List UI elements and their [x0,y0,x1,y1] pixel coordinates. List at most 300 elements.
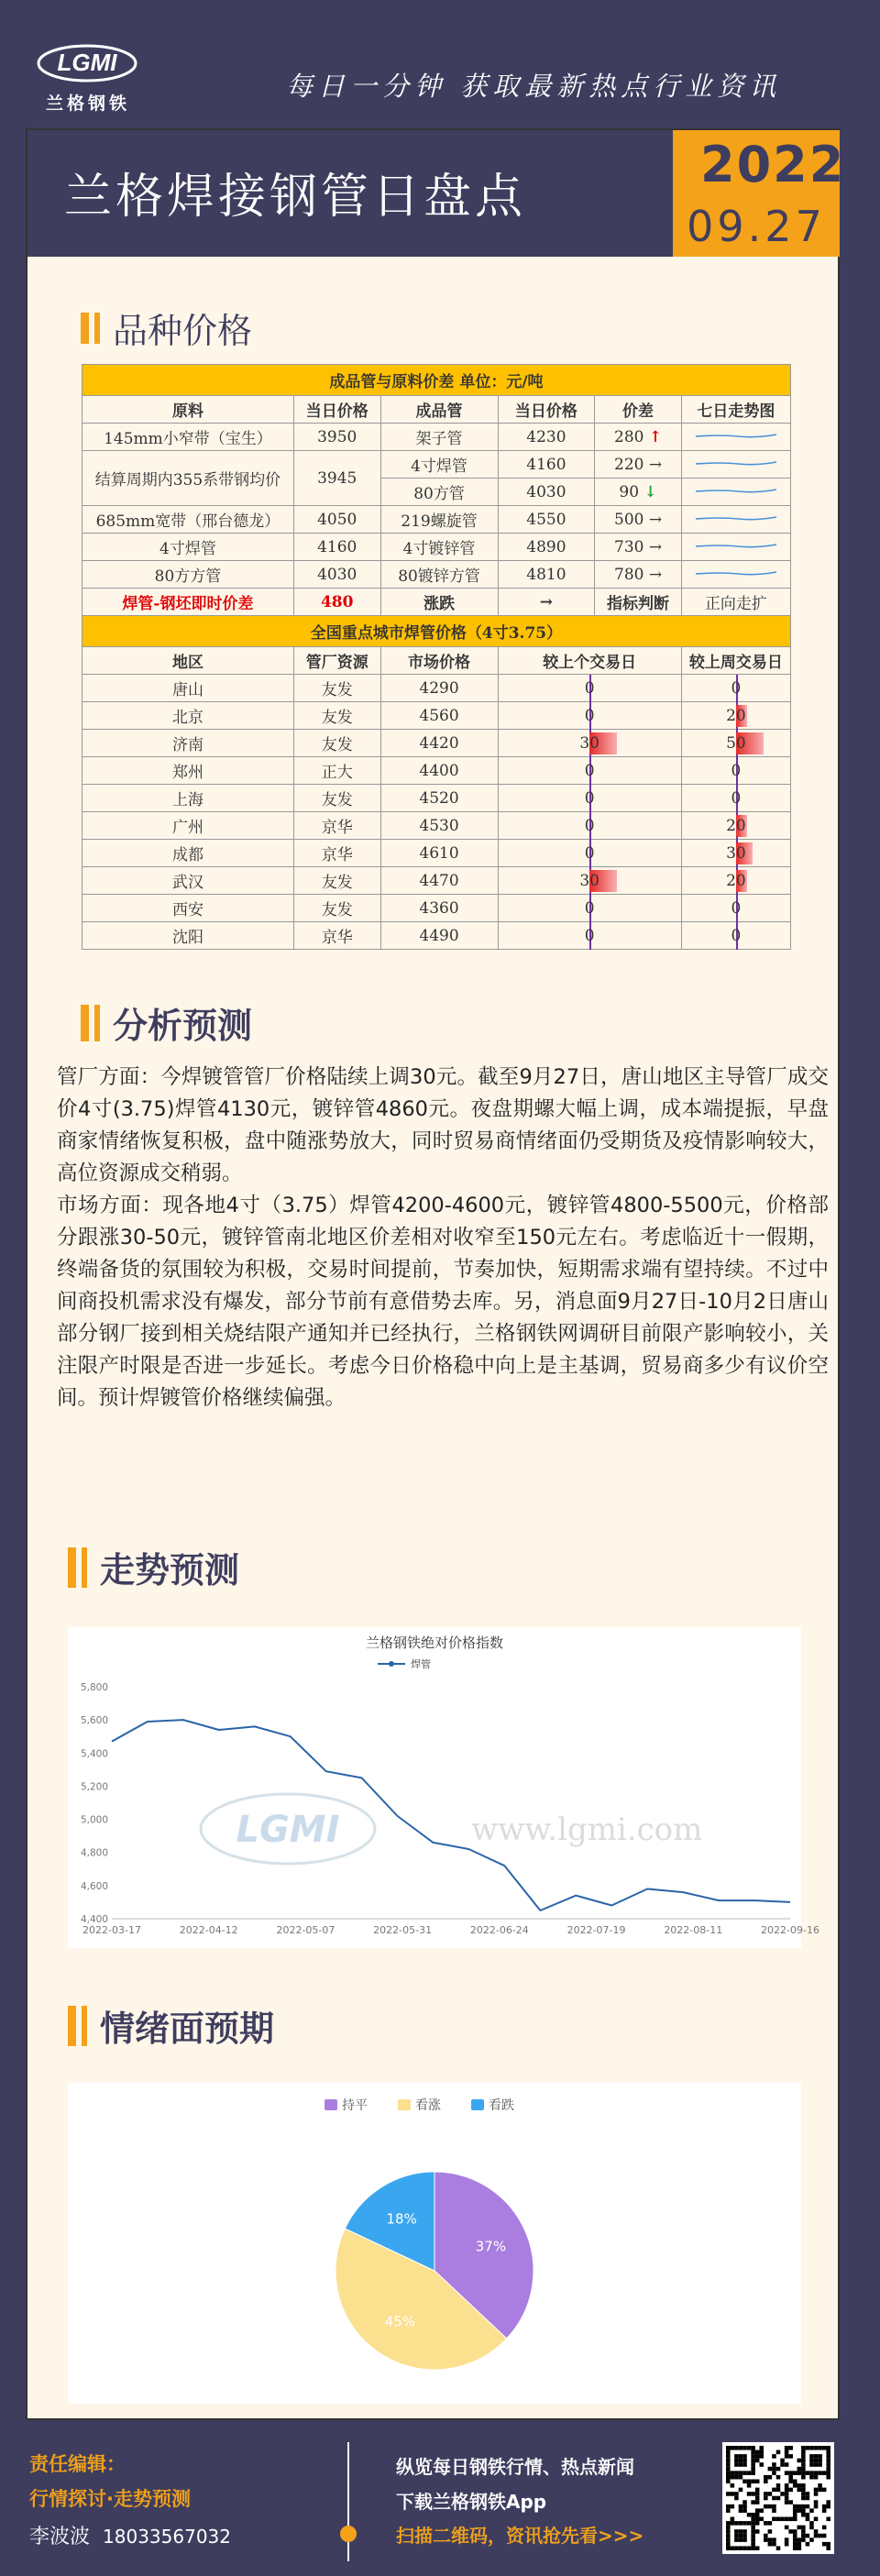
qr-module [742,2462,747,2467]
qr-module [739,2504,743,2509]
sparkline-icon [692,457,780,469]
qr-module [826,2450,830,2455]
qr-module [742,2500,747,2504]
product-price: 4890 [498,534,595,561]
section-analysis-heading [81,997,252,1048]
qr-module [726,2462,731,2467]
qr-module [759,2517,764,2522]
qr-module [826,2504,830,2509]
price-row [82,424,791,451]
qr-module [822,2471,827,2475]
qr-module [731,2504,735,2509]
qr-module [768,2492,773,2496]
qr-module [776,2517,781,2522]
editor-label: 责任编辑： [29,2453,126,2475]
qr-code-icon[interactable] [722,2442,834,2554]
day-change [498,785,681,812]
qr-module [818,2462,822,2467]
legend-label: 看跌 [489,2098,514,2113]
qr-module [726,2546,731,2550]
week-change-value: 0 [731,926,742,945]
product-price: 4160 [498,451,595,479]
trend-arrow-icon: → [648,510,663,529]
sparkline [681,561,790,589]
qr-module [747,2513,752,2517]
price-table [82,364,791,950]
y-tick-label: 5,200 [80,1781,108,1793]
qr-module [826,2454,830,2459]
qr-module [755,2454,760,2459]
qr-module [801,2467,806,2471]
qr-module [768,2467,773,2471]
price-row [82,561,791,589]
qr-module [806,2517,810,2522]
qr-module [798,2526,802,2530]
x-tick-label: 2022-07-19 [566,1924,626,1936]
qr-module [814,2534,819,2538]
qr-module [734,2475,739,2480]
week-change-value: 20 [726,706,746,725]
city-row [82,812,791,840]
section-title: 情绪面预期 [100,2008,275,2049]
raw-price: 4160 [293,534,380,561]
sparkline [681,479,790,506]
qr-module [822,2488,827,2493]
qr-module [822,2508,827,2513]
th: 地区 [82,647,294,675]
sparkline [681,534,790,561]
qr-module [747,2483,752,2488]
qr-module [785,2537,789,2542]
product-price: 4030 [498,479,595,506]
qr-module [726,2504,731,2509]
section-bars-icon [68,2006,87,2046]
qr-module [726,2467,731,2471]
day-change-value: 0 [584,761,595,780]
qr-module [814,2517,819,2522]
qr-module [806,2504,810,2509]
qr-module [755,2517,760,2522]
raw-material: 4寸焊管 [82,534,294,561]
qr-module [764,2537,768,2542]
qr-module [764,2534,768,2538]
title-bar [28,130,669,257]
qr-module [806,2446,810,2450]
judge-label: 指标判断 [595,589,682,616]
qr-module [755,2459,760,2463]
qr-module [798,2537,802,2542]
qr-module [768,2542,773,2547]
qr-module [772,2508,776,2513]
svg-text:LGMI: LGMI [57,49,117,76]
qr-module [742,2508,747,2513]
qr-module [731,2546,735,2550]
section-bars-icon [81,1005,100,1041]
qr-module [742,2471,747,2475]
x-tick-label: 2022-04-12 [179,1924,238,1936]
market-price: 4530 [380,812,498,840]
legend-label: 焊管 [411,1658,431,1670]
qr-module [801,2513,806,2517]
qr-module [751,2459,755,2463]
qr-module [751,2513,755,2517]
spread [595,479,682,506]
spread [595,561,682,589]
day-change-value: 0 [584,678,595,698]
editor-name: 李波波 [29,2526,91,2548]
qr-module [726,2529,731,2534]
qr-module [801,2450,806,2455]
qr-module [751,2526,755,2530]
th: 管厂资源 [293,647,380,675]
day-change [498,730,681,757]
raw-price: 3950 [293,424,380,451]
qr-module [726,2537,731,2542]
qr-module [793,2471,798,2475]
x-tick-label: 2022-05-07 [276,1924,336,1936]
day-change-value: 0 [584,898,595,918]
qr-module [776,2496,781,2501]
week-change [681,812,790,840]
qr-module [818,2483,822,2488]
week-change-value: 30 [726,843,746,863]
qr-module [780,2462,785,2467]
qr-module [788,2488,793,2493]
th: 较上周交易日 [681,647,790,675]
qr-module [809,2462,814,2467]
th: 当日价格 [293,396,380,424]
qr-module [793,2537,798,2542]
qr-module [822,2446,827,2450]
x-tick-label: 2022-06-24 [469,1924,529,1936]
qr-module [806,2513,810,2517]
qr-module [759,2450,764,2455]
qr-module [785,2492,789,2496]
product: 80方管 [380,479,498,506]
lgmi-logo [37,44,138,83]
market-price: 4610 [380,840,498,867]
qr-module [776,2467,781,2471]
qr-module [798,2488,802,2493]
qr-module [751,2454,755,2459]
qr-module [731,2446,735,2450]
qr-module [772,2496,776,2501]
price-row [82,534,791,561]
qr-module [751,2537,755,2542]
qr-module [747,2471,752,2475]
qr-module [764,2521,768,2526]
qr-module [801,2504,806,2509]
qr-module [726,2534,731,2538]
qr-module [826,2471,830,2475]
raw-material: 结算周期内355系带钢均价 [82,451,294,506]
qr-module [785,2500,789,2504]
qr-module [734,2454,739,2459]
qr-module [785,2471,789,2475]
qr-module [806,2534,810,2538]
qr-module [826,2546,830,2550]
qr-module [798,2508,802,2513]
product: 4寸焊管 [380,451,498,479]
report-card [26,128,846,2420]
qr-module [793,2534,798,2538]
qr-module [793,2479,798,2483]
qr-module [755,2513,760,2517]
qr-module [801,2475,806,2480]
qr-module [801,2483,806,2488]
spread [595,506,682,534]
qr-module [776,2488,781,2493]
week-change-value: 0 [731,761,742,780]
qr-module [755,2479,760,2483]
section-sentiment-heading [68,2000,274,2051]
qr-module [726,2542,731,2547]
city-row [82,730,791,757]
qr-module [726,2450,731,2455]
sparkline-icon [692,512,780,524]
week-change-value: 0 [731,788,742,808]
qr-module [818,2488,822,2493]
qr-module [806,2496,810,2501]
city-row [82,757,791,785]
market-price: 4470 [380,867,498,895]
week-change [681,785,790,812]
footer-line-3[interactable]: 扫描二维码，资讯抢先看>>> [396,2525,644,2547]
city: 沈阳 [82,922,294,950]
qr-module [826,2462,830,2467]
city-row [82,702,791,730]
qr-module [764,2492,768,2496]
qr-module [801,2488,806,2493]
qr-module [776,2483,781,2488]
qr-module [826,2475,830,2480]
qr-module [751,2467,755,2471]
trend-arrow-icon: → [648,537,663,556]
spread [595,424,682,451]
trend-arrow-icon: → [648,565,663,584]
legend-marker [389,1661,394,1667]
th: 七日走势图 [681,396,790,424]
qr-module [809,2526,814,2530]
section-title: 走势预测 [100,1549,240,1591]
qr-module [801,2471,806,2475]
qr-module [751,2517,755,2522]
market-price: 4420 [380,730,498,757]
week-change [681,757,790,785]
week-change-value: 0 [731,898,742,918]
qr-module [772,2471,776,2475]
th: 成品管 [380,396,498,424]
qr-module [814,2500,819,2504]
editor-phone: 18033567032 [103,2526,231,2548]
qr-module [801,2459,806,2463]
qr-module [776,2450,781,2455]
day-change [498,867,681,895]
editor-contact [29,2521,231,2549]
qr-module [742,2529,747,2534]
qr-module [826,2517,830,2522]
qr-module [751,2492,755,2496]
day-change [498,922,681,950]
y-tick-label: 4,600 [80,1880,108,1892]
qr-module [734,2459,739,2463]
market-price: 4290 [380,675,498,702]
qr-module [742,2454,747,2459]
legend-label: 看涨 [415,2098,441,2113]
product: 4寸镀锌管 [380,534,498,561]
price-row [82,506,791,534]
qr-module [793,2483,798,2488]
qr-module [755,2450,760,2455]
sparkline-icon [692,539,780,552]
qr-module [785,2488,789,2493]
raw-price: 4030 [293,561,380,589]
section-bars-icon [81,313,100,344]
qr-module [814,2504,819,2509]
qr-module [755,2492,760,2496]
qr-module [806,2542,810,2547]
day-change [498,702,681,730]
qr-module [798,2504,802,2509]
week-change-value: 0 [731,678,742,698]
market-price: 4520 [380,785,498,812]
qr-module [759,2508,764,2513]
line-chart-svg [68,1627,820,1948]
sparkline [681,451,790,479]
qr-module [734,2529,739,2534]
market-price: 4360 [380,895,498,922]
qr-module [826,2500,830,2504]
qr-module [809,2459,814,2463]
qr-module [793,2529,798,2534]
x-tick-label: 2022-03-17 [82,1924,141,1936]
spread-value: 730 [614,537,644,556]
mill: 友发 [293,730,380,757]
th: 市场价格 [380,647,498,675]
watermark-url: www.lgmi.com [471,1811,703,1848]
billet-spread-value: 480 [293,589,380,616]
x-tick-label: 2022-05-31 [373,1924,433,1936]
pie-chart-svg [68,2083,801,2404]
qr-module [755,2488,760,2493]
qr-module [739,2475,743,2480]
qr-module [768,2537,773,2542]
header [0,0,880,128]
qr-module [814,2471,819,2475]
qr-module [751,2450,755,2455]
qr-module [764,2496,768,2501]
qr-module [742,2537,747,2542]
qr-module [809,2454,814,2459]
trend-arrow-icon: → [648,455,663,474]
city-table-caption: 全国重点城市焊管价格（4寸3.75） [82,616,791,647]
price-index-chart [68,1627,820,1948]
qr-module [734,2496,739,2501]
day-change-value: 30 [579,871,600,890]
qr-module [751,2479,755,2483]
qr-module [742,2504,747,2509]
raw-price: 3945 [293,451,380,506]
section-title: 品种价格 [113,311,253,351]
qr-module [742,2459,747,2463]
qr-module [739,2534,743,2538]
qr-module [788,2529,793,2534]
qr-module [731,2521,735,2526]
qr-module [755,2546,760,2550]
slice-label: 18% [386,2210,417,2228]
qr-module [814,2454,819,2459]
city: 郑州 [82,757,294,785]
qr-module [755,2521,760,2526]
spread-value: 220 [614,455,644,474]
mill: 京华 [293,840,380,867]
qr-module [798,2467,802,2471]
spread-value: 280 [614,427,644,446]
qr-module [788,2517,793,2522]
spread [595,451,682,479]
qr-module [793,2513,798,2517]
day-change [498,840,681,867]
qr-module [818,2534,822,2538]
y-tick-label: 5,400 [80,1748,108,1760]
analysis-paragraph-2: 市场方面：现各地4寸（3.75）焊管4200-4600元，镀锌管4800-5500元，价格部分跟涨30-50元，镀锌管南北地区价差相对收窄至150元左右。考虑临近十一假期，终端备货的氛围较为积极，交易时间提前，节奏加快，短期需求端有望持续。不过中间商投机需求没有爆发，部分节前有意借势去库。另，消息面9月27日-10月2日唐山部分钢厂接到相关烧结限产通知并已经执行，兰格钢铁网调研目前限产影响较小，关注限产时限是否进一步延长。考虑今日价格稳中向上是主基调，贸易商多少有议价空间。预计焊镀管价格继续偏强。 [57,1194,829,1410]
qr-module [731,2483,735,2488]
y-tick-label: 4,400 [80,1914,108,1925]
qr-module [759,2446,764,2450]
qr-module [726,2479,731,2483]
day-change-value: 0 [584,706,595,725]
product-price: 4810 [498,561,595,589]
qr-module [814,2529,819,2534]
mill: 友发 [293,702,380,730]
qr-module [822,2542,827,2547]
qr-module [731,2475,735,2480]
qr-module [814,2462,819,2467]
market-price: 4490 [380,922,498,950]
product: 80镀锌方管 [380,561,498,589]
qr-module [726,2454,731,2459]
qr-module [759,2454,764,2459]
qr-module [798,2542,802,2547]
qr-module [776,2546,781,2550]
qr-module [751,2521,755,2526]
qr-module [814,2492,819,2496]
chart-title: 兰格钢铁绝对价格指数 [365,1635,504,1651]
qr-module [755,2529,760,2534]
qr-module [734,2546,739,2550]
qr-module [734,2521,739,2526]
spread [595,534,682,561]
qr-module [785,2462,789,2467]
y-tick-label: 5,000 [80,1814,108,1826]
qr-module [739,2529,743,2534]
section-bars-icon [68,1547,87,1588]
week-change [681,730,790,757]
qr-module [814,2446,819,2450]
qr-module [826,2542,830,2547]
qr-module [801,2454,806,2459]
qr-module [739,2462,743,2467]
qr-module [747,2479,752,2483]
city-row [82,867,791,895]
week-change [681,840,790,867]
qr-module [742,2521,747,2526]
qr-module [826,2459,830,2463]
day-change [498,895,681,922]
th: 较上个交易日 [498,647,681,675]
qr-module [772,2517,776,2522]
qr-module [742,2479,747,2483]
